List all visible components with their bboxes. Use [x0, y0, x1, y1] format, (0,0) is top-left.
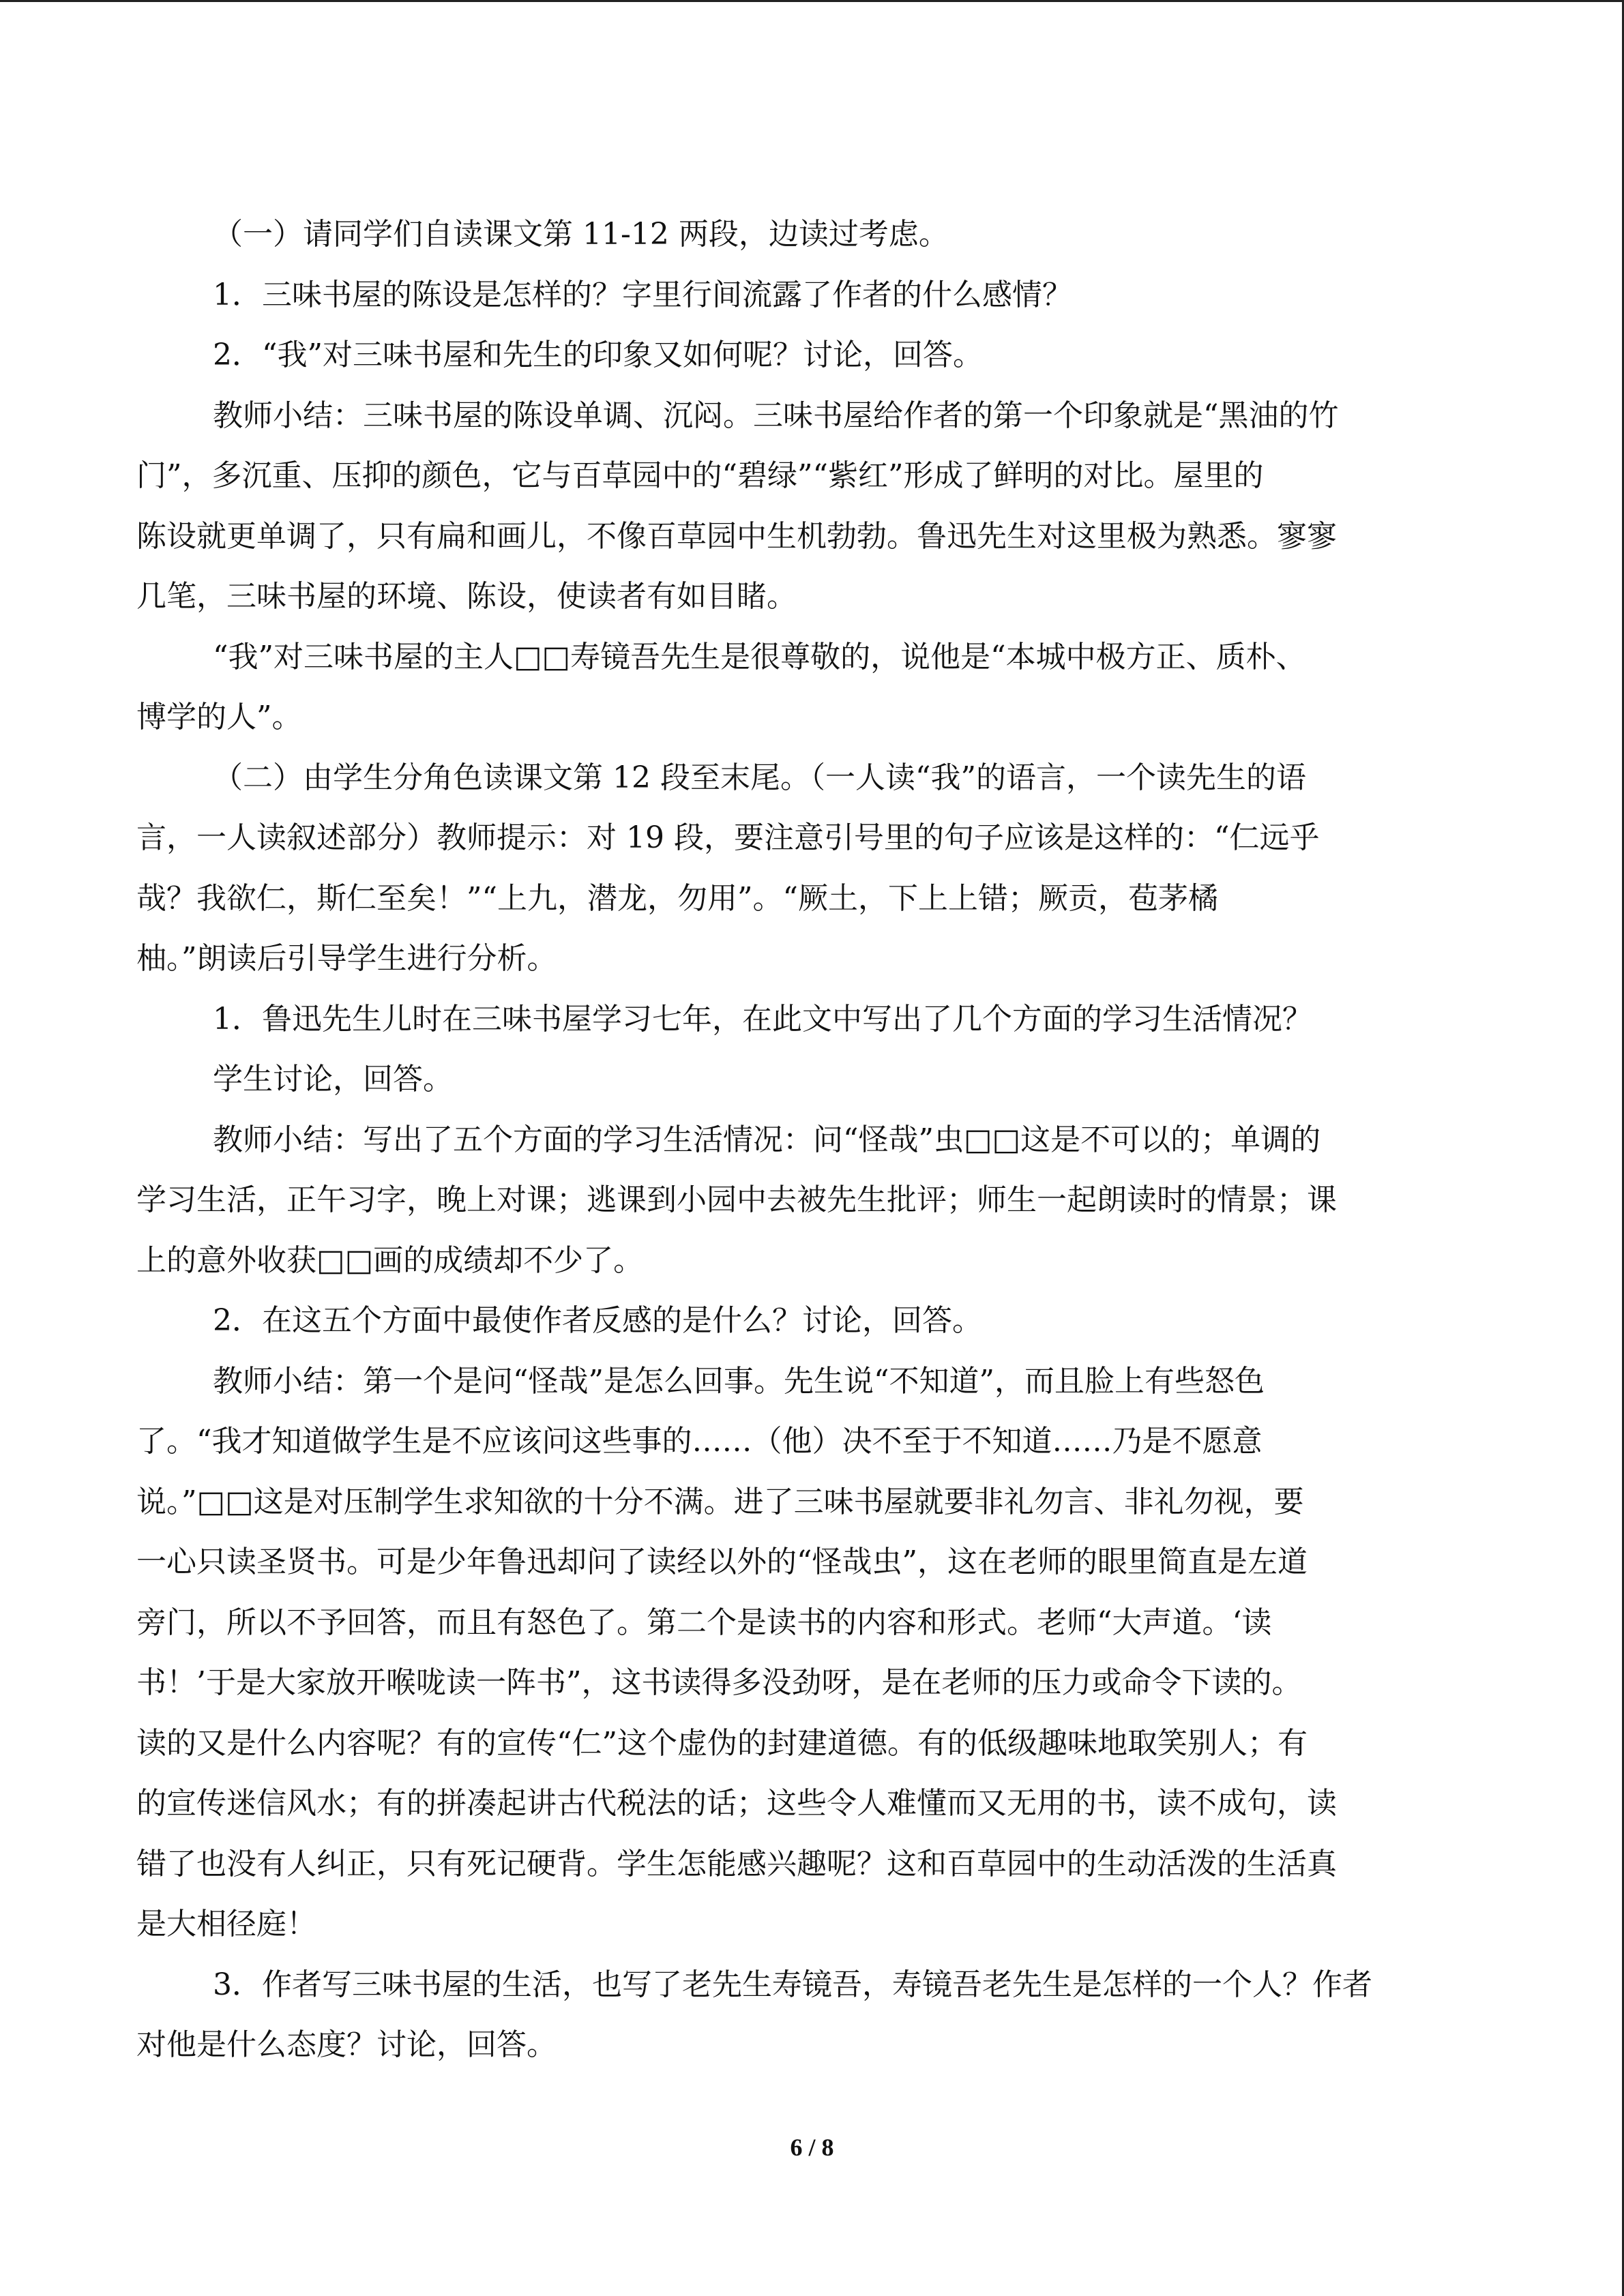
- text-line: 2．在这五个方面中最使作者反感的是什么？讨论，回答。: [213, 1303, 982, 1338]
- text-line: 1．三味书屋的陈设是怎样的？字里行间流露了作者的什么感情？: [213, 277, 1072, 312]
- paragraph: [136, 1291, 1487, 1352]
- text-line: （一）请同学们自读课文第 11-12 两段，边读过考虑。: [213, 217, 949, 252]
- text-line: 教师小结：写出了五个方面的学习生活情况：问“怪哉”虫□□这是不可以的；单调的: [213, 1122, 1321, 1157]
- paragraph: [136, 1955, 1487, 2076]
- text-line: 一心只读圣贤书。可是少年鲁迅却问了读经以外的“怪哉虫”，这在老师的眼里简直是左道: [136, 1545, 1308, 1579]
- text-line: 上的意外收获□□画的成绩却不少了。: [136, 1242, 644, 1278]
- text-line: 门”，多沉重、压抑的颜色，它与百草园中的“碧绿”“紫红”形成了鲜明的对比。屋里的: [136, 458, 1264, 493]
- text-line: 柚。”朗读后引导学生进行分析。: [136, 941, 557, 976]
- text-line: 教师小结：三味书屋的陈设单调、沉闷。三味书屋给作者的第一个印象就是“黑油的竹: [213, 398, 1339, 433]
- text-line: 2．“我”对三味书屋和先生的印象又如何呢？讨论，回答。: [213, 338, 983, 372]
- text-line: （二）由学生分角色读课文第 12 段至末尾。（一人读“我”的语言，一个读先生的语: [213, 760, 1306, 795]
- text-line: 说。”□□这是对压制学生求知欲的十分不满。进了三味书屋就要非礼勿言、非礼勿视，要: [136, 1484, 1304, 1519]
- text-line: 3．作者写三味书屋的生活，也写了老先生寿镜吾，寿镜吾老先生是怎样的一个人？作者: [213, 1967, 1372, 2002]
- text-line: 旁门，所以不予回答，而且有怒色了。第二个是读书的内容和形式。老师“大声道。‘读: [136, 1605, 1272, 1640]
- text-line: 读的又是什么内容呢？有的宣传“仁”这个虚伪的封建道德。有的低级趣味地取笑别人；有: [136, 1725, 1308, 1761]
- paragraph: [136, 627, 1487, 748]
- paragraph: [136, 325, 1487, 386]
- text-line: 书！’于是大家放开喉咙读一阵书”，这书读得多没劲呀，是在老师的压力或命令下读的。: [136, 1665, 1302, 1700]
- paragraph: [136, 1110, 1487, 1292]
- text-line: 言，一人读叙述部分）教师提示：对 19 段，要注意引号里的句子应该是这样的：“仁远乎: [136, 820, 1320, 855]
- text-line: 是大相径庭！: [136, 1907, 316, 1941]
- text-line: 博学的人”。: [136, 700, 302, 734]
- document-body: [136, 205, 1487, 2076]
- text-line: 了。“我才知道做学生是不应该问这些事的……（他）决不至于不知道……乃是不愿意: [136, 1424, 1263, 1459]
- text-line: 错了也没有人纠正，只有死记硬背。学生怎能感兴趣呢？这和百草园中的生动活泼的生活真: [136, 1846, 1337, 1881]
- text-line: 的宣传迷信风水；有的拼凑起讲古代税法的话；这些令人难懂而又无用的书，读不成句，读: [136, 1786, 1337, 1821]
- text-line: 陈设就更单调了，只有扁和画儿，不像百草园中生机勃勃。鲁迅先生对这里极为熟悉。寥寥: [136, 518, 1337, 554]
- paragraph: [136, 265, 1487, 326]
- paragraph: [136, 1049, 1487, 1110]
- text-line: 对他是什么态度？讨论，回答。: [136, 2027, 557, 2062]
- text-line: 几笔，三味书屋的环境、陈设，使读者有如目睹。: [136, 579, 797, 614]
- paragraph: [136, 205, 1487, 265]
- text-line: 1．鲁迅先生儿时在三味书屋学习七年，在此文中写出了几个方面的学习生活情况？: [213, 1001, 1312, 1037]
- paragraph: [136, 386, 1487, 627]
- page-top-border: [0, 0, 1624, 2]
- text-line: “我”对三味书屋的主人□□寿镜吾先生是很尊敬的，说他是“本城中极方正、质朴、: [213, 639, 1306, 674]
- text-line: 教师小结：第一个是问“怪哉”是怎么回事。先生说“不知道”，而且脸上有些怒色: [213, 1363, 1265, 1399]
- paragraph: [136, 1352, 1487, 1955]
- paragraph: [136, 989, 1487, 1050]
- text-line: 学生讨论，回答。: [213, 1062, 453, 1097]
- text-line: 哉？我欲仁，斯仁至矣！”“上九，潜龙，勿用”。“厥土，下上上错；厥贡，苞茅橘: [136, 880, 1218, 916]
- text-line: 学习生活，正午习字，晚上对课；逃课到小园中去被先生批评；师生一起朗读时的情景；课: [136, 1182, 1337, 1217]
- paragraph: [136, 748, 1487, 989]
- page-number: 6 / 8: [790, 2134, 834, 2161]
